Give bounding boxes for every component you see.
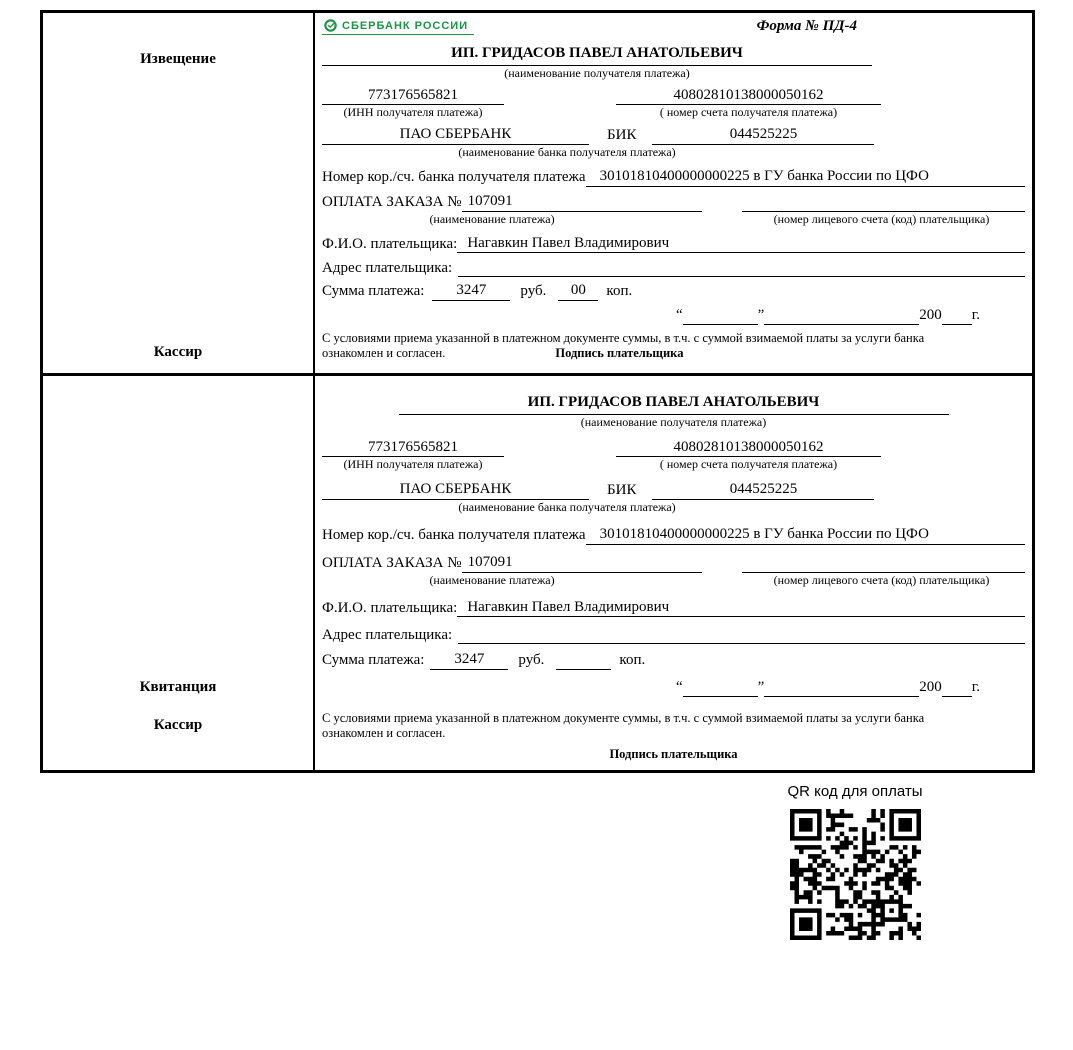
year-prefix: 200	[919, 679, 942, 696]
payment-captions-row	[322, 573, 1025, 588]
date-year-line	[942, 678, 972, 697]
form-header	[322, 18, 1025, 42]
payer-code-line	[742, 554, 1025, 573]
fio-label: Ф.И.О. плательщика:	[322, 599, 458, 616]
pd4-payment-form	[40, 10, 1035, 773]
agreement-line1: С условиями приема указанной в платежном документе суммы, в т.ч. с суммой взимаемой платы за услуги банка	[322, 711, 925, 725]
signature-label: Подпись плательщика	[555, 346, 684, 360]
bank-row	[322, 125, 1025, 145]
payer-address-row	[322, 625, 1025, 644]
corr-value: 30101810400000000225 в ГУ банка России по ЦФО	[586, 167, 1025, 187]
recipient-caption: (наименование получателя платежа)	[580, 414, 767, 429]
inn-caption: (ИНН получателя платежа)	[343, 105, 483, 120]
year-suffix: г.	[971, 679, 980, 696]
payer-fio-row	[322, 598, 1025, 618]
payer-address-row	[322, 258, 1025, 277]
recipient-block	[322, 44, 872, 81]
inn-account-row	[322, 438, 1025, 458]
recipient-block	[399, 393, 949, 430]
address-label: Адрес плательщика:	[322, 626, 453, 643]
sberbank-logo-icon	[324, 19, 337, 32]
inn-account-captions	[322, 105, 1025, 120]
payment-number: 107091	[462, 192, 702, 212]
inn-caption: (ИНН получателя платежа)	[343, 457, 483, 472]
date-year-line	[942, 306, 972, 325]
notice-label: Извещение	[140, 51, 216, 67]
inn-value: 773176565821	[322, 438, 504, 458]
bik-value: 044525225	[652, 480, 874, 500]
qr-caption: QR код для оплаты	[787, 783, 923, 800]
corr-account-row	[322, 525, 1025, 545]
quote-close: ”	[757, 679, 765, 696]
bank-caption: (наименование банка получателя платежа)	[458, 145, 676, 159]
payment-label: ОПЛАТА ЗАКАЗА №	[322, 193, 462, 210]
date-day-line	[683, 306, 758, 325]
account-value: 40802810138000050162	[616, 86, 881, 106]
date-month-line	[764, 678, 919, 697]
sum-label: Сумма платежа:	[322, 652, 425, 669]
corr-account-row	[322, 167, 1025, 187]
kop-label: коп.	[606, 283, 633, 300]
sum-rub-value: 3247	[432, 281, 510, 301]
agreement-line1: С условиями приема указанной в платежном документе суммы, в т.ч. с суммой взимаемой платы за услуги банка	[322, 331, 925, 345]
sum-row	[322, 650, 1025, 670]
sberbank-logo-text: СБЕРБАНК РОССИИ	[342, 19, 469, 32]
address-value-line	[458, 258, 1025, 277]
corr-label: Номер кор./сч. банка получателя платежа	[322, 527, 586, 543]
rub-label: руб.	[518, 652, 545, 669]
payment-captions-row	[322, 212, 1025, 227]
qr-code	[790, 809, 921, 940]
sum-kop-value: 00	[558, 281, 598, 301]
bank-row	[322, 480, 1025, 500]
address-label: Адрес плательщика:	[322, 259, 453, 276]
notice-left-column	[43, 13, 315, 373]
notice-right-column	[315, 13, 1032, 373]
payment-number: 107091	[462, 553, 702, 573]
inn-account-row	[322, 86, 1025, 106]
qr-block	[785, 783, 925, 945]
account-caption: ( номер счета получателя платежа)	[659, 105, 838, 120]
payer-name-value: Нагавкин Павел Владимирович	[457, 234, 1025, 254]
fio-label: Ф.И.О. плательщика:	[322, 235, 458, 252]
agreement-line2: ознакомлен и согласен.	[322, 346, 446, 360]
notice-section	[43, 13, 1032, 373]
agreement-signature-row	[322, 346, 1025, 361]
agreement-line2: ознакомлен и согласен.	[322, 726, 446, 740]
quote-open: “	[675, 679, 683, 696]
sberbank-logo	[322, 18, 474, 35]
cashier-label: Кассир	[153, 717, 203, 733]
recipient-name: ИП. ГРИДАСОВ ПАВЕЛ АНАТОЛЬЕВИЧ	[399, 393, 949, 415]
receipt-section	[43, 373, 1032, 770]
bank-caption: (наименование банка получателя платежа)	[458, 500, 676, 514]
cashier-label: Кассир	[153, 344, 203, 360]
inn-value: 773176565821	[322, 86, 504, 106]
account-caption: ( номер счета получателя платежа)	[659, 457, 838, 472]
bik-value: 044525225	[652, 125, 874, 145]
receipt-label: Квитанция	[139, 679, 217, 695]
form-number: Форма № ПД-4	[756, 18, 857, 34]
bik-label: БИК	[607, 482, 637, 499]
signature-row	[322, 745, 1025, 763]
receipt-left-column	[43, 376, 315, 770]
payer-code-caption: (номер лицевого счета (код) плательщика)	[773, 572, 990, 587]
payment-caption: (наименование платежа)	[429, 211, 555, 226]
payment-name-row	[322, 553, 1025, 573]
sum-kop-value	[556, 651, 611, 670]
payment-name-row	[322, 192, 1025, 212]
date-day-line	[683, 678, 758, 697]
date-row	[322, 306, 1025, 325]
recipient-name: ИП. ГРИДАСОВ ПАВЕЛ АНАТОЛЬЕВИЧ	[322, 44, 872, 66]
payer-fio-row	[322, 234, 1025, 254]
inn-account-captions	[322, 457, 1025, 472]
corr-value: 30101810400000000225 в ГУ банка России по ЦФО	[586, 525, 1025, 545]
date-row	[322, 678, 1025, 697]
year-suffix: г.	[971, 307, 980, 324]
bank-name-value: ПАО СБЕРБАНК	[322, 480, 589, 500]
quote-close: ”	[757, 307, 765, 324]
rub-label: руб.	[520, 283, 547, 300]
payer-name-value: Нагавкин Павел Владимирович	[457, 598, 1025, 618]
receipt-right-column	[315, 376, 1032, 770]
bik-label: БИК	[607, 127, 637, 144]
date-month-line	[764, 306, 919, 325]
payer-code-line	[742, 193, 1025, 212]
sum-rub-value: 3247	[430, 650, 508, 670]
sum-row	[322, 281, 1025, 301]
quote-open: “	[675, 307, 683, 324]
address-value-line	[458, 625, 1025, 644]
year-prefix: 200	[919, 307, 942, 324]
payer-code-caption: (номер лицевого счета (код) плательщика)	[773, 211, 990, 226]
kop-label: коп.	[619, 652, 646, 669]
recipient-caption: (наименование получателя платежа)	[504, 65, 690, 80]
corr-label: Номер кор./сч. банка получателя платежа	[322, 169, 586, 185]
payment-caption: (наименование платежа)	[429, 572, 555, 587]
account-value: 40802810138000050162	[616, 438, 881, 458]
sum-label: Сумма платежа:	[322, 283, 425, 300]
bank-name-value: ПАО СБЕРБАНК	[322, 125, 589, 145]
payment-label: ОПЛАТА ЗАКАЗА №	[322, 554, 462, 571]
signature-label: Подпись плательщика	[609, 747, 738, 761]
